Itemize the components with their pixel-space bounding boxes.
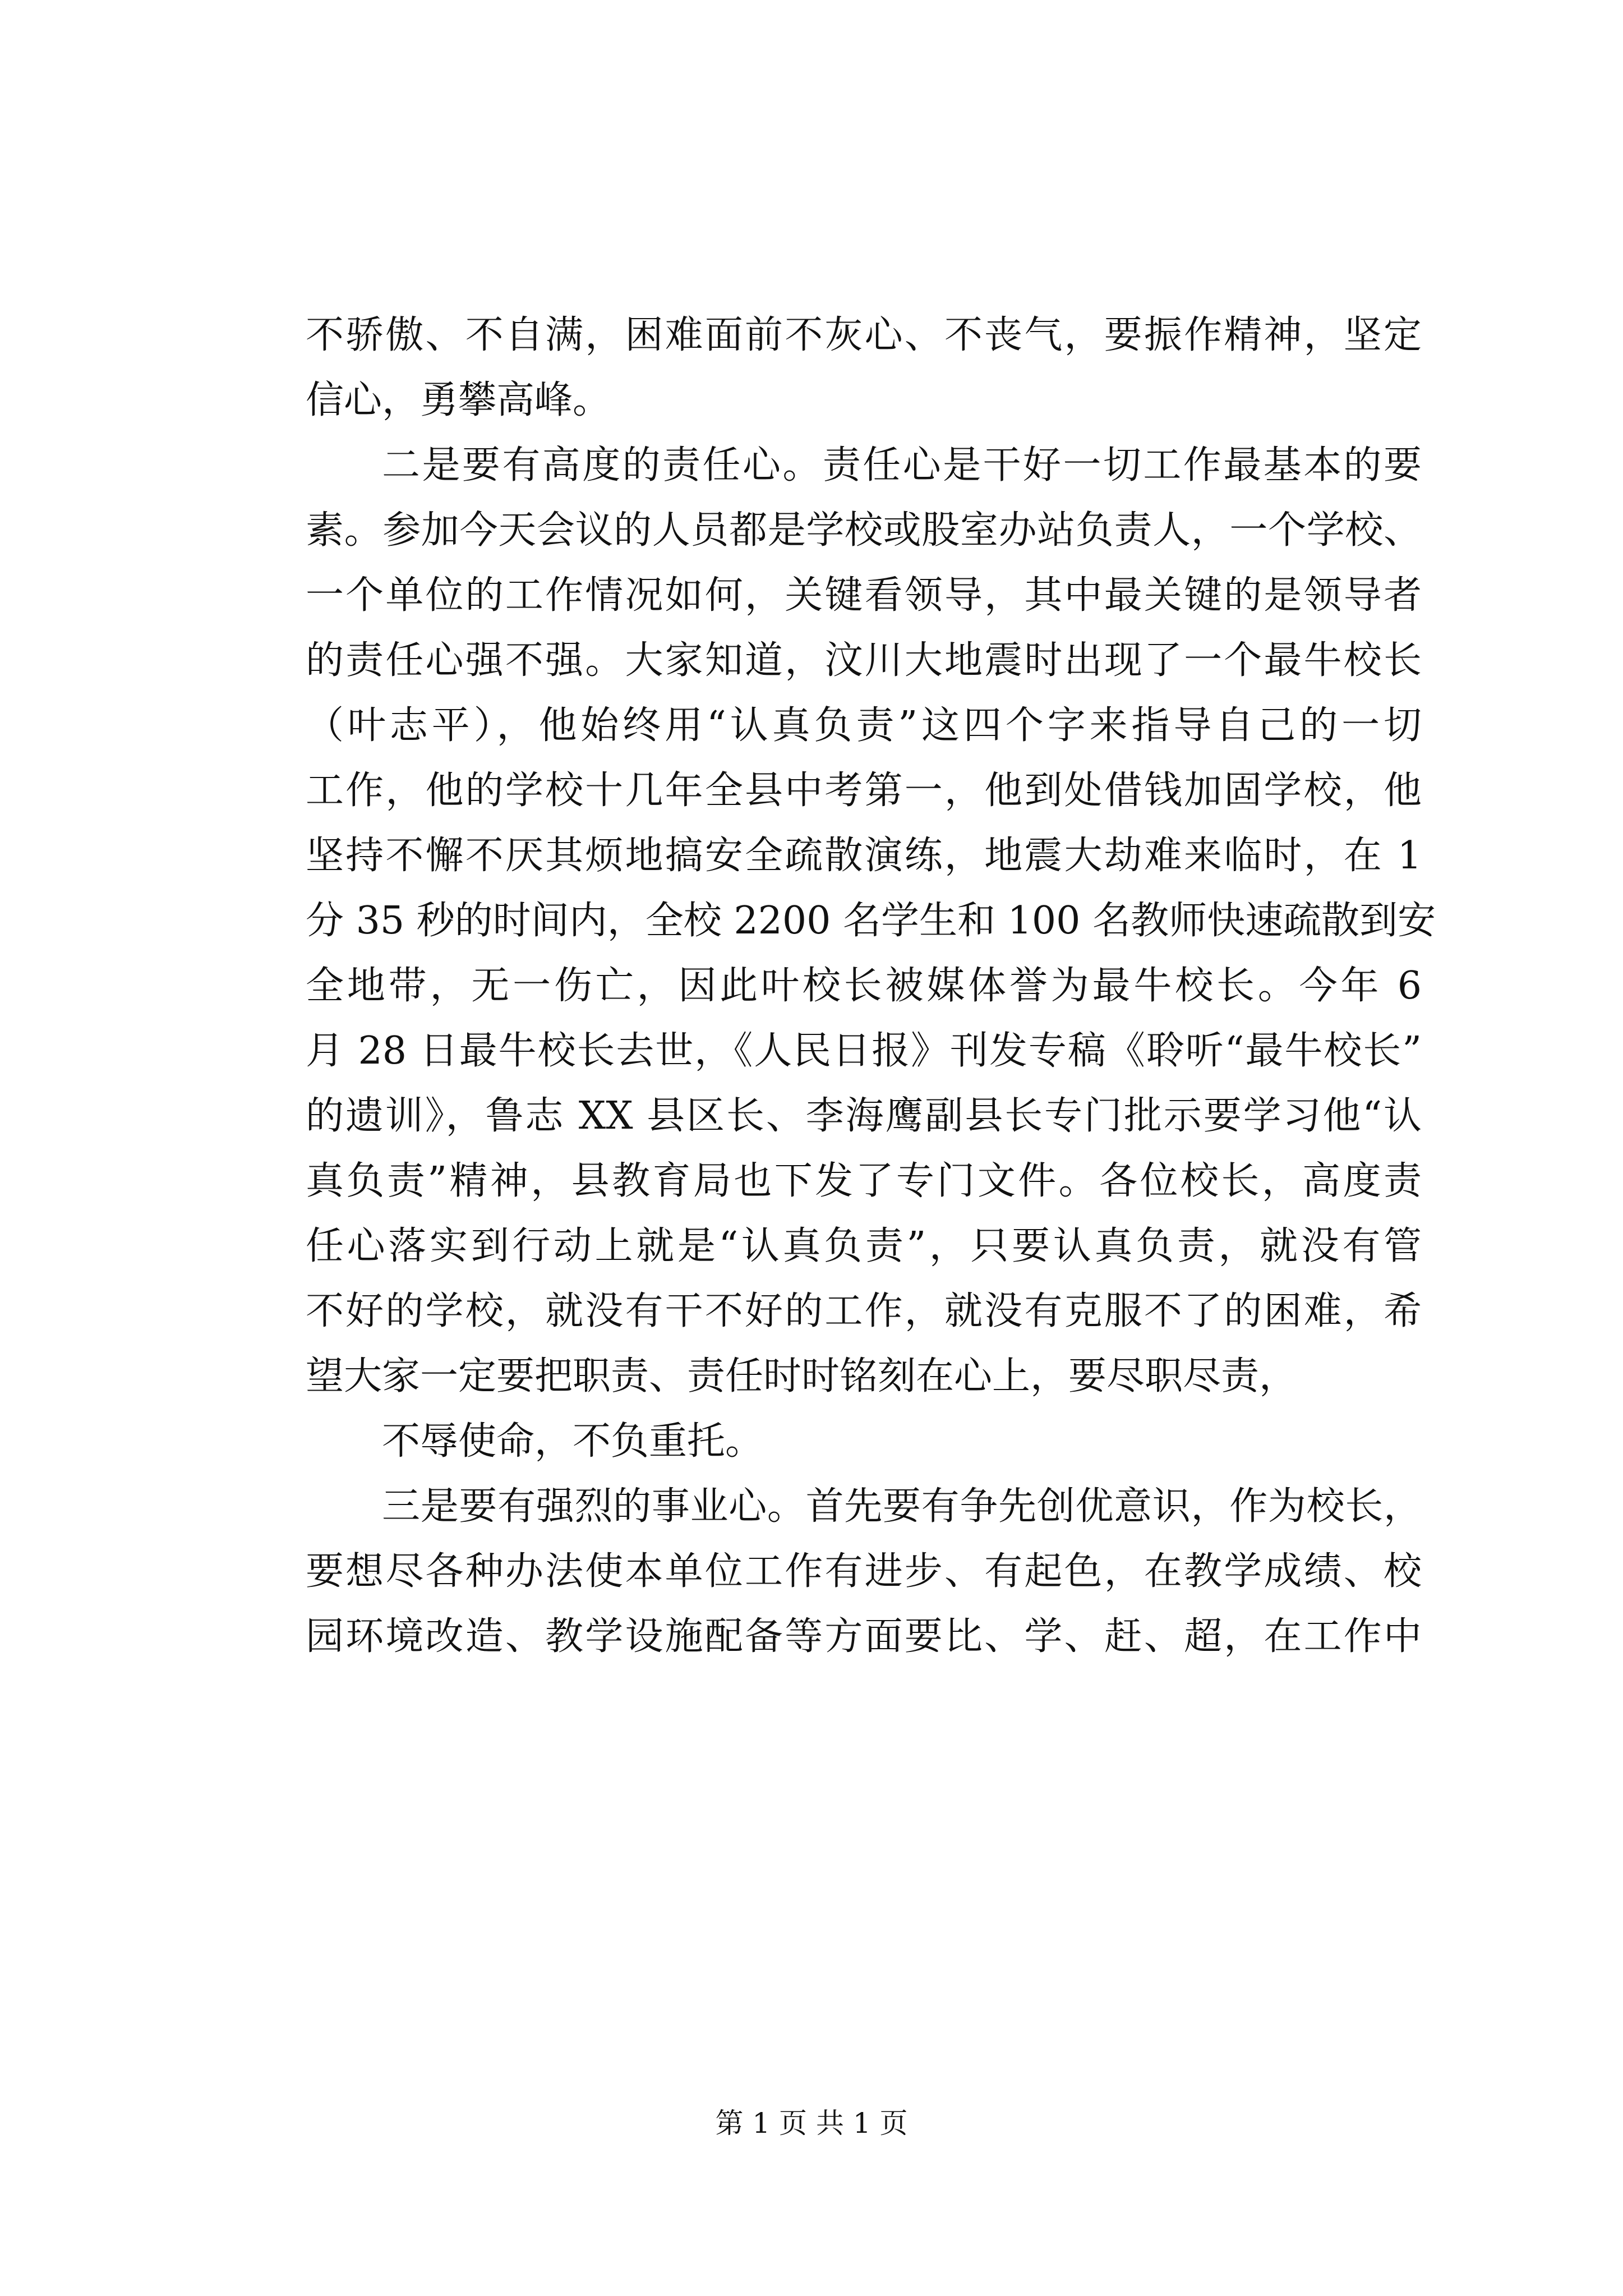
text-line: 望大家一定要把职责、责任时时铭刻在心上，要尽职尽责，: [306, 1354, 1298, 1398]
text-line: 坚持不懈不厌其烦地搞安全疏散演练，地震大劫难来临时，在 1: [306, 834, 1422, 878]
text-line: 月 28 日最牛校长去世，《人民日报》刊发专稿《聆听“最牛校长”: [306, 1029, 1422, 1073]
text-line: 不骄傲、不自满，困难面前不灰心、不丧气，要振作精神，坚定: [306, 313, 1422, 357]
text-line: 真负责”精神，县教育局也下发了专门文件。各位校长，高度责: [306, 1159, 1422, 1203]
document-body: [306, 303, 1436, 1669]
text-line: 三是要有强烈的事业心。首先要有争先创优意识，作为校长，: [382, 1484, 1422, 1529]
text-line: 不辱使命，不负重托。: [382, 1419, 764, 1464]
text-line: 信心，勇攀高峰。: [306, 378, 611, 422]
text-line: 一个单位的工作情况如何，关键看领导，其中最关键的是领导者: [306, 573, 1422, 618]
text-line: 不好的学校，就没有干不好的工作，就没有克服不了的困难，希: [306, 1289, 1422, 1333]
text-line: 分 35 秒的时间内，全校 2200 名学生和 100 名教师快速疏散到安: [306, 899, 1436, 943]
text-line: 工作，他的学校十几年全县中考第一，他到处借钱加固学校，他: [306, 769, 1422, 813]
text-line: 的责任心强不强。大家知道，汶川大地震时出现了一个最牛校长: [306, 638, 1422, 683]
text-line: 全地带，无一伤亡，因此叶校长被媒体誉为最牛校长。今年 6: [306, 964, 1422, 1008]
text-line: （叶志平），他始终用“认真负责”这四个字来指导自己的一切: [306, 703, 1422, 748]
text-line: 任心落实到行动上就是“认真负责”，只要认真负责，就没有管: [306, 1224, 1422, 1268]
text-line: 要想尽各种办法使本单位工作有进步、有起色，在教学成绩、校: [306, 1549, 1422, 1594]
text-line: 素。参加今天会议的人员都是学校或股室办站负责人，一个学校、: [306, 508, 1422, 553]
page-footer: 第 1 页 共 1 页: [715, 2107, 908, 2139]
text-line: 园环境改造、教学设施配备等方面要比、学、赶、超，在工作中: [306, 1614, 1422, 1659]
text-line: 的遗训》，鲁志 XX 县区长、李海鹰副县长专门批示要学习他“认: [306, 1094, 1422, 1138]
text-line: 二是要有高度的责任心。责任心是干好一切工作最基本的要: [382, 443, 1422, 487]
